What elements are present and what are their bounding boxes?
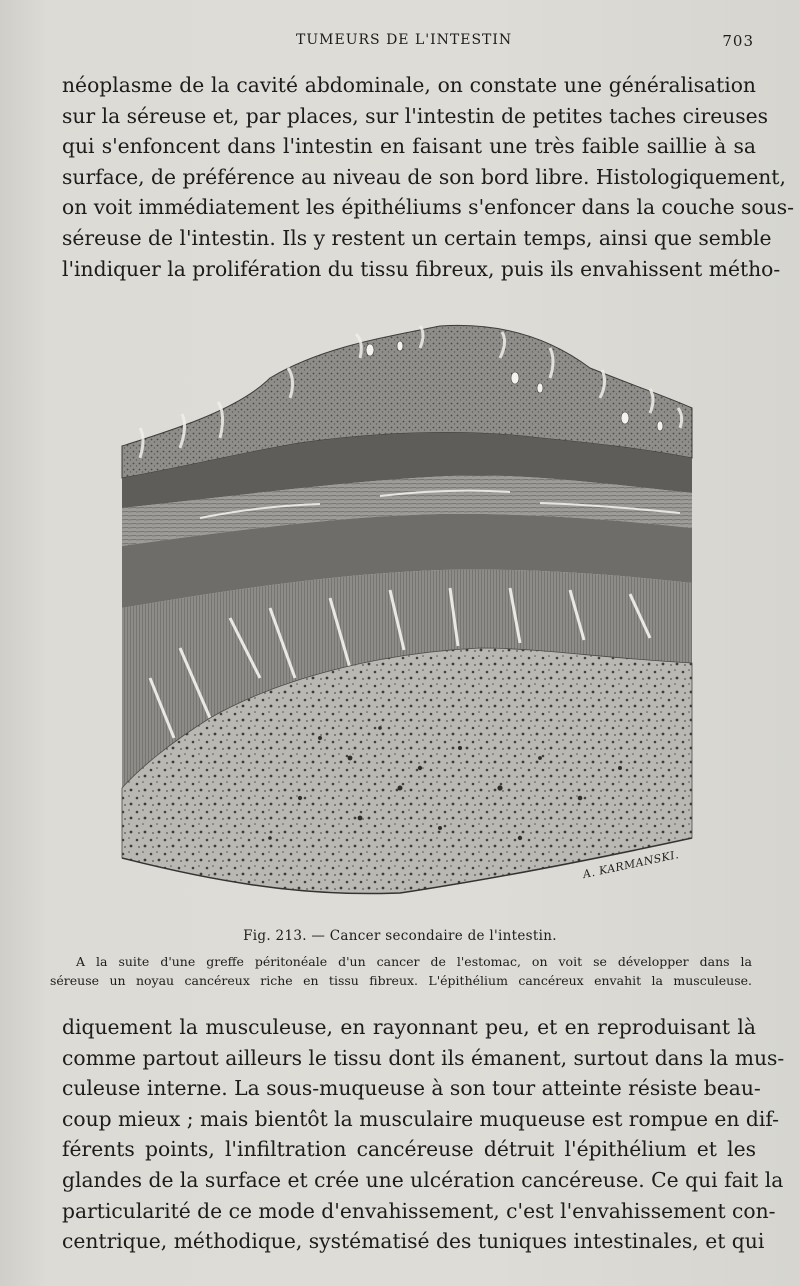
text-line: culeuse interne. La sous-muqueuse à son tour atteinte résiste beau- [62,1076,761,1101]
paragraph-bottom [62,1012,785,1257]
text-line: surface, de préférence au niveau de son bord libre. Histologiquement, [62,164,786,189]
histology-illustration [120,318,695,898]
text-line: férents points, l'infiltration cancéreuse détruit l'épithélium et les [62,1137,756,1162]
text-line: sur la séreuse et, par places, sur l'intestin de petites taches cireuses [62,103,769,128]
text-line: coup mieux ; mais bientôt la musculaire muqueuse est rompue en dif- [62,1106,780,1131]
running-title: TUMEURS DE L'INTESTIN [296,32,513,48]
artist-signature: A. KARMANSKI. [581,847,681,882]
text-line: qui s'enfoncent dans l'intestin en faisant une très faible saillie à sa [62,134,756,159]
text-line: on voit immédiatement les épithéliums s'enfoncer dans la couche sous- [62,195,794,220]
text-line: particularité de ce mode d'envahissement, c'est l'envahissement con- [62,1198,776,1223]
text-line: comme partout ailleurs le tissu dont ils émanent, surtout dans la mus- [62,1045,785,1070]
text-line: centrique, méthodique, systématisé des tuniques intestinales, et qui [62,1229,765,1254]
paragraph-top [62,70,794,284]
caption-line: séreuse un noyau cancéreux riche en tissu fibreux. L'épithélium cancéreux envahit la musculeuse. [50,973,752,988]
text-line: séreuse de l'intestin. Ils y restent un certain temps, ainsi que semble [62,225,772,250]
text-line: glandes de la surface et crée une ulcération cancéreuse. Ce qui fait la [62,1167,784,1192]
page-number: 703 [722,32,754,50]
text-line: l'indiquer la prolifération du tissu fibreux, puis ils envahissent métho- [62,256,781,281]
figure-caption-body [50,952,752,990]
running-head [0,32,800,56]
figure-caption-title: Fig. 213. — Cancer secondaire de l'intestin. [243,928,557,944]
intestine-section-drawing [120,318,695,898]
text-line: néoplasme de la cavité abdominale, on constate une généralisation [62,73,756,97]
text-line: diquement la musculeuse, en rayonnant peu, et en reproduisant là [62,1015,756,1039]
caption-line: A la suite d'une greffe péritonéale d'un cancer de l'estomac, on voit se développer dans la [76,954,752,969]
